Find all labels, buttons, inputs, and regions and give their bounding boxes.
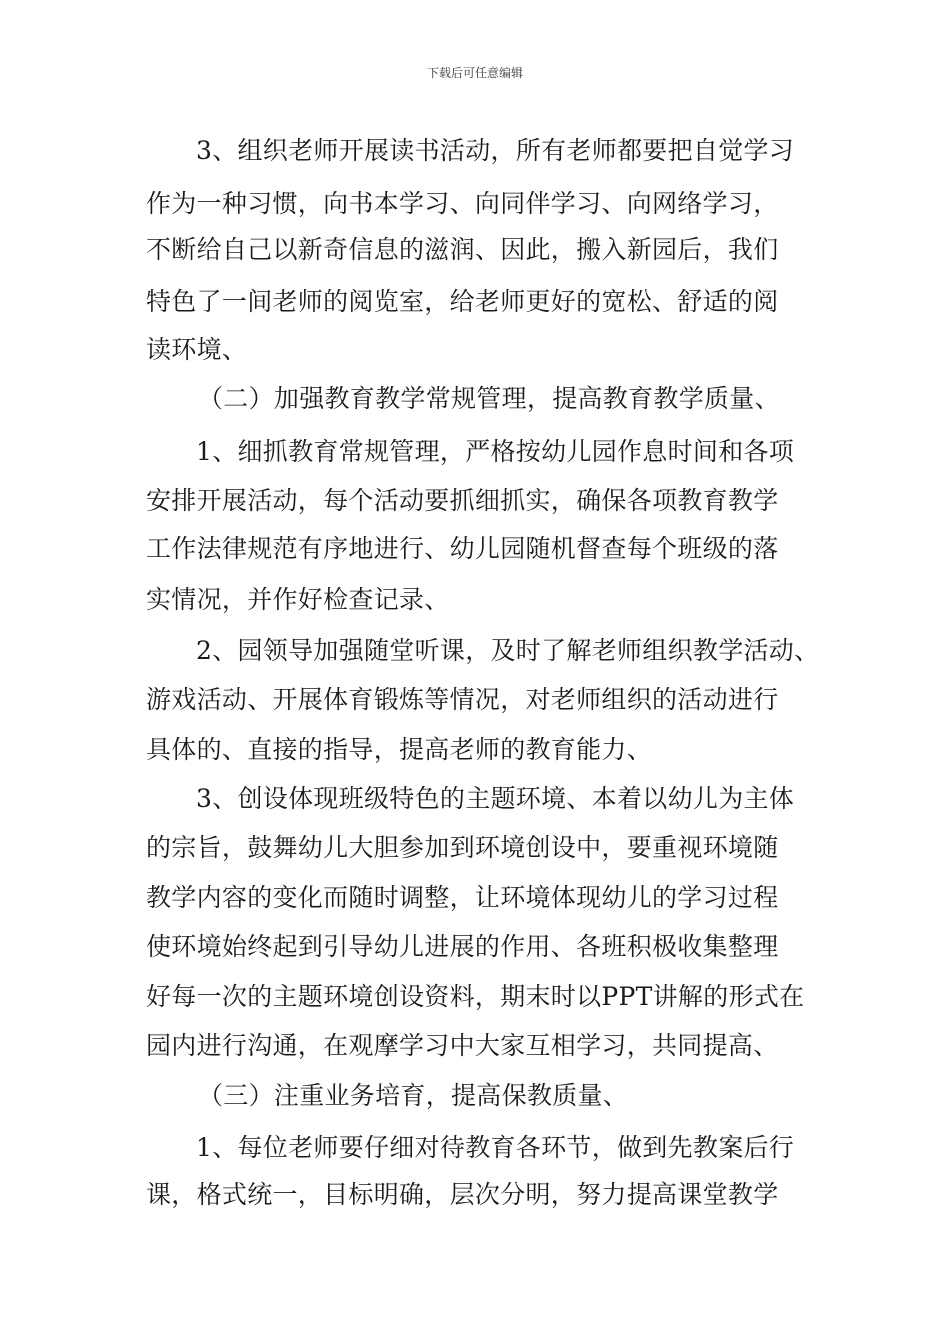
- text-line: 1、细抓教育常规管理，严格按幼儿园作息时间和各项: [196, 437, 795, 466]
- text-line: 特色了一间老师的阅览室，给老师更好的宽松、舒适的阅: [146, 287, 779, 316]
- text-line: 读环境、: [146, 335, 248, 364]
- text-line: 安排开展活动，每个活动要抓细抓实，确保各项教育教学: [146, 486, 779, 515]
- text-line: 1、每位老师要仔细对待教育各环节，做到先教案后行: [196, 1133, 795, 1162]
- text-line: 不断给自己以新奇信息的滋润、因此，搬入新园后，我们: [146, 235, 779, 264]
- text-line: 具体的、直接的指导，提高老师的教育能力、: [146, 735, 653, 764]
- page-header: 下载后可任意编辑: [426, 66, 523, 80]
- text-line: 教学内容的变化而随时调整，让环境体现幼儿的学习过程: [146, 883, 779, 912]
- text-line: 实情况，并作好检查记录、: [146, 585, 450, 614]
- text-line: 作为一种习惯，向书本学习、向同伴学习、向网络学习，: [146, 189, 779, 218]
- text-line: 工作法律规范有序地进行、幼儿园随机督查每个班级的落: [146, 534, 779, 563]
- section-heading: （二）加强教育教学常规管理，提高教育教学质量、: [198, 384, 780, 413]
- text-line: 游戏活动、开展体育锻炼等情况，对老师组织的活动进行: [146, 685, 779, 714]
- text-line: 2、园领导加强随堂听课，及时了解老师组织教学活动、: [196, 636, 820, 665]
- text-line: 园内进行沟通，在观摩学习中大家互相学习，共同提高、: [146, 1031, 779, 1060]
- text-line: 3、组织老师开展读书活动，所有老师都要把自觉学习: [196, 136, 795, 165]
- text-line: 的宗旨，鼓舞幼儿大胆参加到环境创设中，要重视环境随: [146, 833, 779, 862]
- text-line: 使环境始终起到引导幼儿进展的作用、各班积极收集整理: [146, 932, 779, 961]
- text-line: 课，格式统一，目标明确，层次分明，努力提高课堂教学: [146, 1180, 779, 1209]
- text-line: 好每一次的主题环境创设资料，期末时以PPT讲解的形式在: [146, 982, 805, 1011]
- text-line: 3、创设体现班级特色的主题环境、本着以幼儿为主体: [196, 784, 795, 813]
- section-heading: （三）注重业务培育，提高保教质量、: [198, 1081, 629, 1110]
